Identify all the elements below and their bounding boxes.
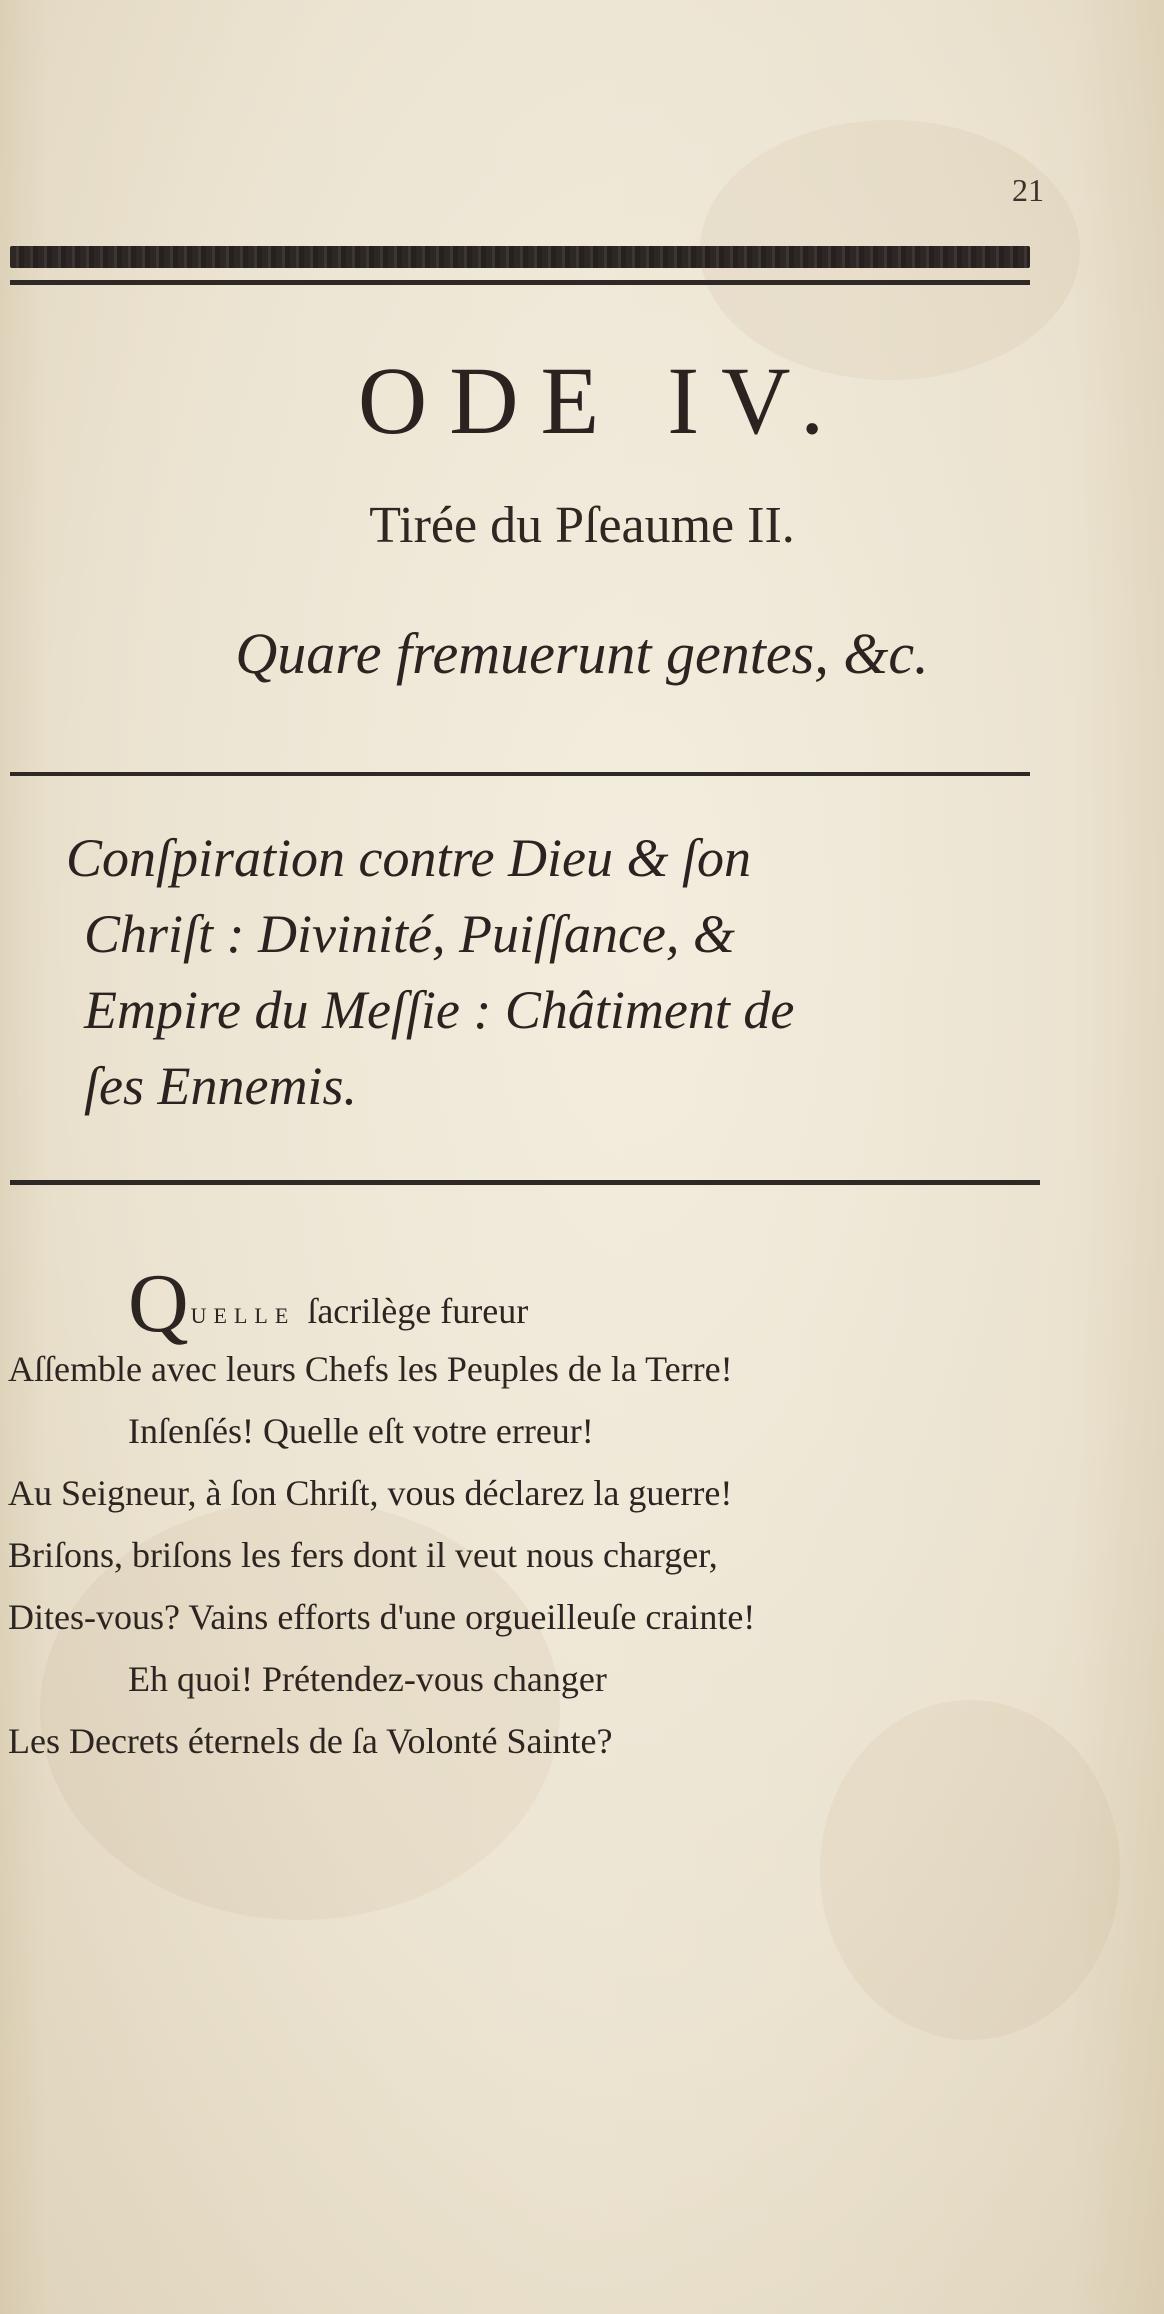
section-rule — [10, 772, 1030, 776]
argument-line: ſes Ennemis. — [84, 1056, 357, 1116]
stanza-line: Dites-vous? Vains efforts d'une orgueilleuſe crainte! — [8, 1597, 756, 1637]
stanza-first-line — [128, 1257, 529, 1350]
drop-cap: Q — [128, 1257, 189, 1350]
stanza-line: Au Seigneur, à ſon Chriſt, vous déclarez la guerre! — [8, 1473, 733, 1513]
paper-stain — [820, 1700, 1120, 2040]
first-word-small-caps: UELLE — [190, 1303, 296, 1328]
stanza-line: Inſenſés! Quelle eſt votre erreur! — [128, 1411, 594, 1451]
ode-incipit: Quare fremuerunt gentes, &c. — [235, 621, 929, 686]
stanza-line: Les Decrets éternels de ſa Volonté Sainte? — [8, 1721, 613, 1761]
header-rule-thick — [10, 246, 1030, 268]
argument-line: Conſpiration contre Dieu & ſon — [66, 828, 751, 888]
section-rule-bottom — [10, 1180, 1040, 1185]
header-rule-thin — [10, 280, 1030, 285]
stanza-line: Briſons, briſons les fers dont il veut nous charger, — [8, 1535, 718, 1575]
argument-summary — [66, 820, 1046, 1124]
page-number: 21 — [1012, 172, 1044, 208]
show-through-decoration — [330, 150, 730, 178]
stanza-line: Aſſemble avec leurs Chefs les Peuples de la Terre! — [8, 1349, 733, 1389]
first-line-rest: ſacrilège fureur — [307, 1291, 529, 1331]
ode-title: ODE IV. — [357, 347, 847, 454]
stanza-line: Eh quoi! Prétendez-vous changer — [128, 1659, 607, 1699]
ode-subtitle: Tirée du Pſeaume II. — [369, 497, 795, 554]
argument-line: Empire du Meſſie : Châtiment de — [84, 980, 795, 1040]
argument-line: Chriſt : Divinité, Puiſſance, & — [84, 904, 735, 964]
